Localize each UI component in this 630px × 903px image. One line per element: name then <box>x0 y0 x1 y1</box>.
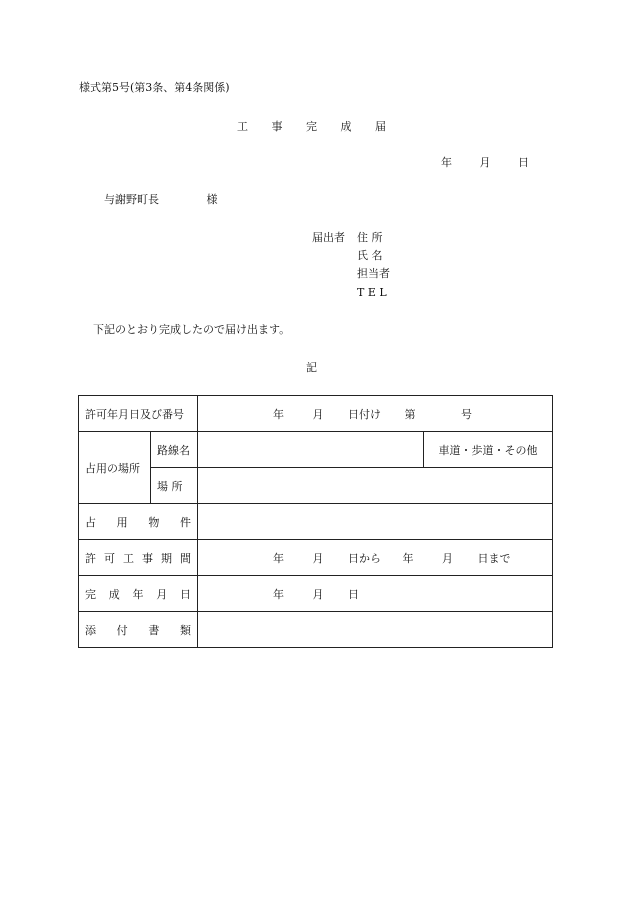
date-day: 日 <box>518 156 529 169</box>
completion-value[interactable] <box>198 576 553 612</box>
object-char: 用 <box>116 515 128 529</box>
attachments-value[interactable] <box>198 612 553 648</box>
period-value[interactable] <box>198 540 553 576</box>
permit-go: 号 <box>461 407 472 421</box>
date-year: 年 <box>441 156 452 169</box>
form-number: 様式第5号(第3条、第4条関係) <box>79 81 230 94</box>
applicant-address-label: 住 所 <box>357 231 383 244</box>
completion-char: 成 <box>108 587 120 601</box>
table-row <box>79 540 553 576</box>
permit-label: 許可年月日及び番号 <box>79 396 198 432</box>
completion-char: 日 <box>180 587 191 601</box>
table-row <box>79 468 553 504</box>
completion-char: 完 <box>85 587 96 601</box>
document-title <box>237 120 386 134</box>
title-char: 事 <box>271 120 283 133</box>
permit-dai: 第 <box>404 407 416 421</box>
attachments-char: 添 <box>85 623 96 637</box>
table-row <box>79 576 553 612</box>
completion-day: 日 <box>348 587 359 601</box>
title-char: 完 <box>306 120 317 133</box>
completion-month: 月 <box>312 587 324 601</box>
table-row <box>79 504 553 540</box>
attachments-char: 書 <box>148 623 160 637</box>
statement: 下記のとおり完成したので届け出ます。 <box>93 323 291 336</box>
title-char: 工 <box>237 120 248 133</box>
applicant-name-label: 氏 名 <box>357 249 383 262</box>
period-month-end: 月 <box>442 551 453 565</box>
attachments-char: 付 <box>116 623 128 637</box>
period-label <box>79 540 198 576</box>
period-char: 事 <box>142 551 153 565</box>
object-label <box>79 504 198 540</box>
period-month-start: 月 <box>312 551 324 565</box>
completion-char: 年 <box>132 587 144 601</box>
permit-month: 月 <box>312 407 324 421</box>
period-year-end: 年 <box>402 551 414 565</box>
attachments-char: 類 <box>179 623 191 637</box>
period-day-end: 日まで <box>477 551 511 565</box>
addressee-name: 与謝野町長 <box>104 193 159 206</box>
route-label: 路線名 <box>151 432 198 468</box>
addressee <box>104 193 218 207</box>
completion-label <box>79 576 198 612</box>
ki-heading: 記 <box>306 361 317 374</box>
route-value[interactable] <box>198 432 424 468</box>
applicant-heading: 届出者 <box>312 231 345 244</box>
period-char: 可 <box>104 551 115 565</box>
object-char: 件 <box>179 515 191 529</box>
title-char: 届 <box>375 120 386 133</box>
addressee-honorific: 様 <box>206 193 218 206</box>
permit-day: 日付け <box>348 407 381 421</box>
period-char: 期 <box>161 551 172 565</box>
period-char: 工 <box>123 551 134 565</box>
table-row <box>79 396 553 432</box>
road-type: 車道・歩道・その他 <box>424 432 553 468</box>
completion-char: 月 <box>156 587 168 601</box>
table-row <box>79 612 553 648</box>
object-char: 物 <box>148 515 160 529</box>
date-month: 月 <box>479 156 491 169</box>
period-day-start: 日から <box>348 551 381 565</box>
period-char: 間 <box>180 551 191 565</box>
place-label: 場 所 <box>151 468 198 504</box>
period-char: 許 <box>85 551 96 565</box>
occupancy-place-label: 占用の場所 <box>79 432 151 504</box>
attachments-label <box>79 612 198 648</box>
period-year-start: 年 <box>273 551 284 565</box>
applicant-tel-label: T E L <box>357 286 387 299</box>
table-row <box>79 432 553 468</box>
completion-form-table <box>78 395 553 648</box>
object-char: 占 <box>85 515 96 529</box>
permit-year: 年 <box>273 407 284 421</box>
date-line <box>441 156 529 170</box>
completion-year: 年 <box>273 587 284 601</box>
permit-value[interactable] <box>198 396 553 432</box>
place-value[interactable] <box>198 468 553 504</box>
applicant-contact-label: 担当者 <box>357 267 390 280</box>
title-char: 成 <box>340 120 352 133</box>
object-value[interactable] <box>198 504 553 540</box>
